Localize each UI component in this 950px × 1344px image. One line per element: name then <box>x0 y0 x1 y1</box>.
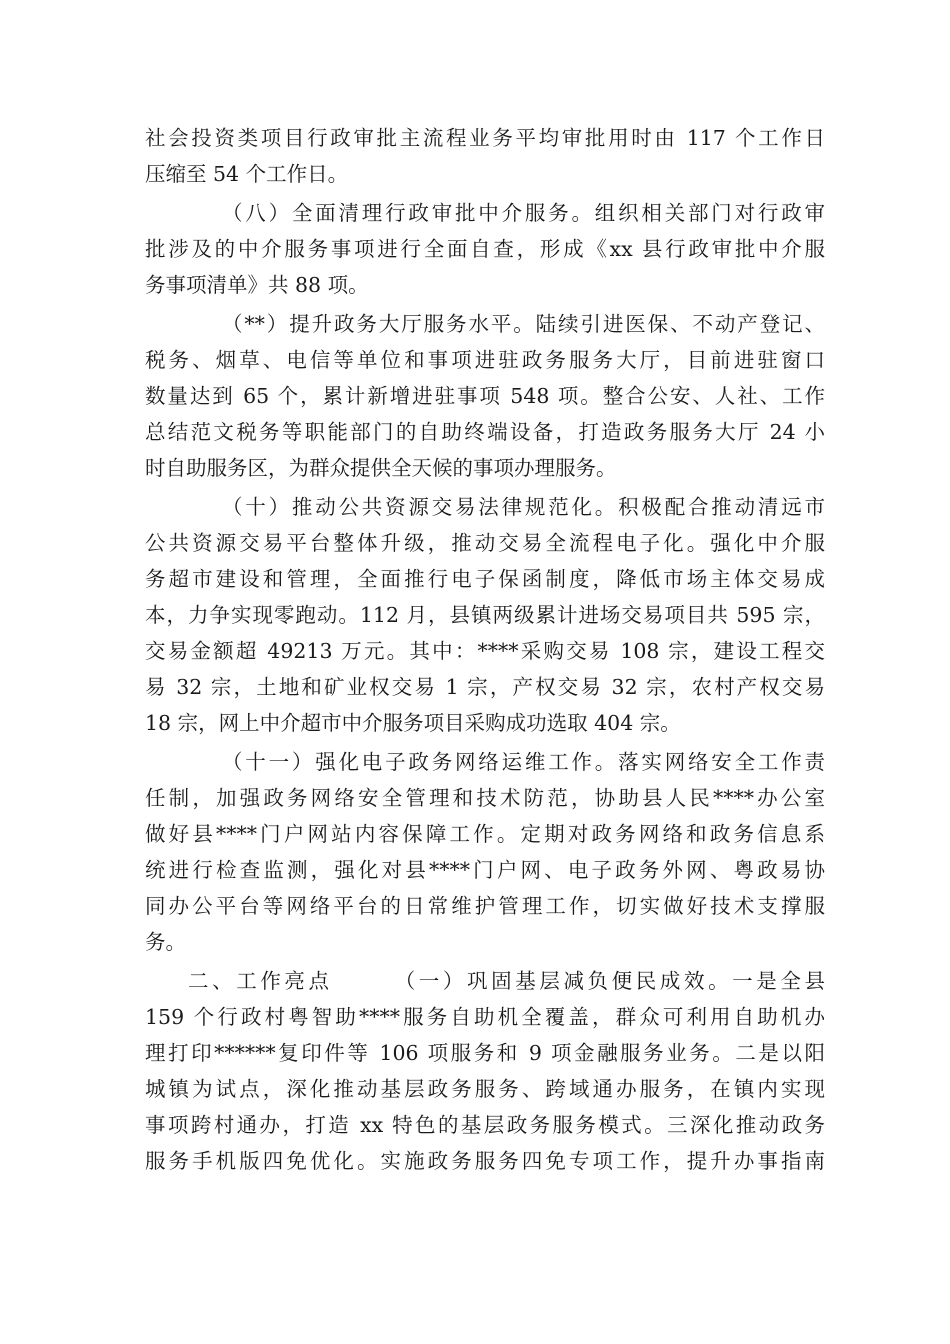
text-line: 做好县****门户网站内容保障工作。定期对政务网络和政务信息系 <box>145 822 825 846</box>
text-line: 服务手机版四免优化。实施政务服务四免专项工作，提升办事指南 <box>145 1149 825 1173</box>
text-line: 159 个行政村粤智助****服务自助机全覆盖，群众可利用自助机办 <box>145 1005 825 1029</box>
text-line: 务。 <box>145 930 186 954</box>
text-line: 务超市建设和管理，全面推行电子保函制度，降低市场主体交易成 <box>145 567 825 591</box>
section-heading-line: 二、工作亮点 （一）巩固基层减负便民成效。一是全县 <box>188 969 825 993</box>
text-line: 统进行检查监测，强化对县****门户网、电子政务外网、粤政易协 <box>145 858 825 882</box>
text-line: 公共资源交易平台整体升级，推动交易全流程电子化。强化中介服 <box>145 531 825 555</box>
text-line: 事项跨村通办，打造 xx 特色的基层政务服务模式。三深化推动政务 <box>145 1113 825 1137</box>
text-line: 数量达到 65 个，累计新增进驻事项 548 项。整合公安、人社、工作 <box>145 384 825 408</box>
text-line: 同办公平台等网络平台的日常维护管理工作，切实做好技术支撑服 <box>145 894 825 918</box>
paragraph-heading-line: （**）提升政务大厅服务水平。陆续引进医保、不动产登记、 <box>222 312 825 336</box>
paragraph-heading-line: （十一）强化电子政务网络运维工作。落实网络安全工作责 <box>222 750 825 774</box>
paragraph-heading-line: （八）全面清理行政审批中介服务。组织相关部门对行政审 <box>222 201 825 225</box>
paragraph-heading-line: （十）推动公共资源交易法律规范化。积极配合推动清远市 <box>222 495 825 519</box>
text-line: 社会投资类项目行政审批主流程业务平均审批用时由 117 个工作日 <box>145 126 825 150</box>
text-line: 税务、烟草、电信等单位和事项进驻政务服务大厅，目前进驻窗口 <box>145 348 825 372</box>
text-line: 交易金额超 49213 万元。其中：****采购交易 108 宗，建设工程交 <box>145 639 825 663</box>
text-line: 压缩至 54 个工作日。 <box>145 162 349 186</box>
text-line: 时自助服务区，为群众提供全天候的事项办理服务。 <box>145 456 617 480</box>
text-line: 城镇为试点，深化推动基层政务服务、跨域通办服务，在镇内实现 <box>145 1077 825 1101</box>
text-line: 任制，加强政务网络安全管理和技术防范，协助县人民****办公室 <box>145 786 825 810</box>
text-line: 批涉及的中介服务事项进行全面自查，形成《xx 县行政审批中介服 <box>145 237 825 261</box>
text-line: 理打印******复印件等 106 项服务和 9 项金融服务业务。二是以阳 <box>145 1041 825 1065</box>
text-line: 易 32 宗，土地和矿业权交易 1 宗，产权交易 32 宗，农村产权交易 <box>145 675 825 699</box>
text-line: 18 宗，网上中介超市中介服务项目采购成功选取 404 宗。 <box>145 711 681 735</box>
text-line: 务事项清单》共 88 项。 <box>145 273 369 297</box>
text-line: 总结范文税务等职能部门的自助终端设备，打造政务服务大厅 24 小 <box>145 420 825 444</box>
text-line: 本，力争实现零跑动。112 月，县镇两级累计进场交易项目共 595 宗， <box>145 603 825 627</box>
